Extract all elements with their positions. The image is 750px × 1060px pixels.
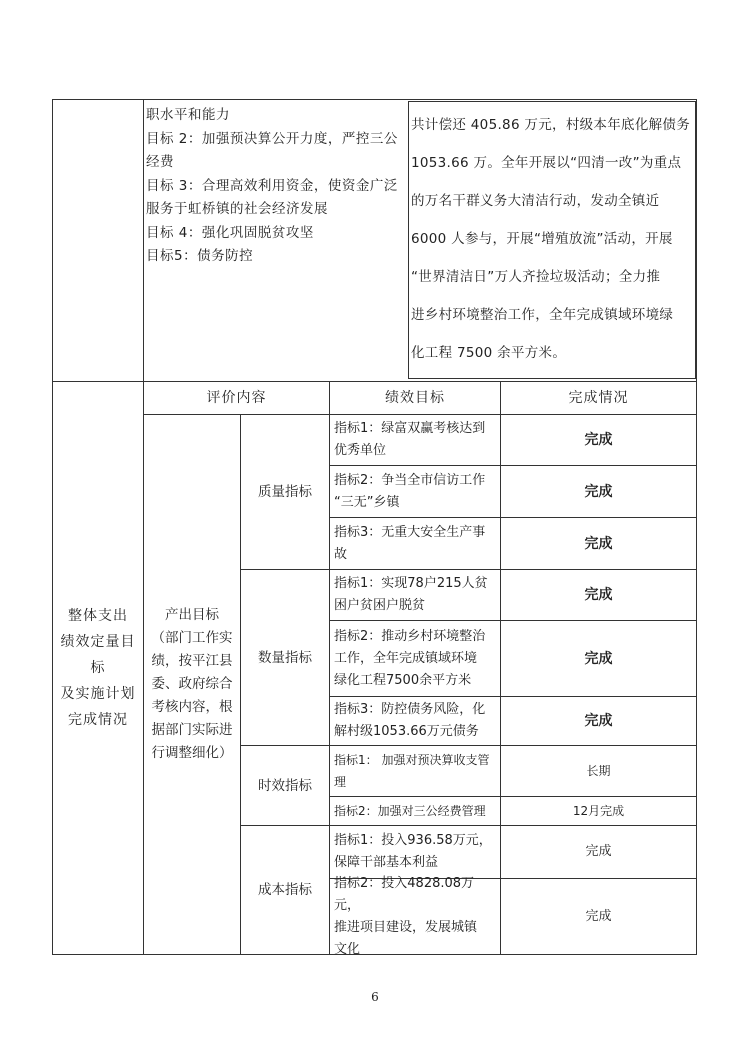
achievement-line: 6000 人参与，开展“增殖放流”活动，开展 <box>411 231 673 247</box>
row-status: 完成 <box>584 535 613 552</box>
achievement-line: 共计偿还 405.86 万元，村级本年底化解债务 <box>411 117 691 133</box>
table-row <box>330 518 500 569</box>
indicator-line: 指标3：无重大安全生产事 <box>334 524 486 540</box>
row-status: 12月完成 <box>572 804 625 818</box>
left-label-line: 完成情况 <box>68 712 128 728</box>
achievement-line: 1053.66 万。全年开展以“四清一改”为重点 <box>411 155 682 171</box>
indicator-line: 指标2：争当全市信访工作 <box>334 472 486 488</box>
table-row <box>330 826 500 878</box>
table-row <box>330 797 500 825</box>
achievement-line: 化工程 7500 余平方米。 <box>411 345 567 361</box>
row-status: 完成 <box>584 713 613 729</box>
achievement-line: 的万名干群义务大清洁行动，发动全镇近 <box>411 193 660 209</box>
table-row <box>330 466 500 517</box>
row-status: 长期 <box>586 764 611 778</box>
indicator-line: 指标1：投入936.58万元， <box>334 833 492 848</box>
achievement-line: 进乡村环境整治工作，全年完成镇域环境绿 <box>411 307 674 323</box>
goal-line: 目标 4：强化巩固脱贫攻坚 <box>146 224 314 241</box>
row-status: 完成 <box>584 587 613 603</box>
table-row <box>330 621 500 696</box>
output-label-line: 绩，按平江县 <box>151 653 233 669</box>
table-row <box>330 415 500 465</box>
indicator-line: 指标2：加强对三公经费管理 <box>334 804 486 818</box>
indicator-line: 工作，全年完成镇域环境 <box>334 650 478 666</box>
indicator-line: 解村级1053.66万元债务 <box>334 724 479 739</box>
output-label-line: 考核内容，根 <box>151 699 233 715</box>
row-status: 完成 <box>585 844 612 859</box>
indicator-line: 指标1：绿富双赢考核达到 <box>334 421 486 436</box>
category-cost: 成本指标 <box>258 882 312 898</box>
page-number: 6 <box>371 990 379 1004</box>
header-content: 评价内容 <box>206 390 267 406</box>
output-label-line: 据部门实际进 <box>151 722 233 738</box>
indicator-line: 保障干部基本利益 <box>334 855 439 870</box>
output-target-label <box>144 415 240 954</box>
output-label-line: 产出目标 <box>165 607 219 623</box>
achievement-line: “世界清洁日”万人齐捡垃圾活动；全力推 <box>411 269 661 285</box>
goal-line: 职水平和能力 <box>146 107 230 123</box>
table-row <box>330 570 500 620</box>
left-label-line: 及实施计划 <box>60 686 136 702</box>
goal-line: 服务于虹桥镇的社会经济发展 <box>146 201 328 217</box>
output-label-line: 行调整细化） <box>151 745 233 761</box>
left-row-label <box>53 382 143 954</box>
indicator-line: 优秀单位 <box>334 443 387 458</box>
indicator-line: 指标2：投入4828.08万元， <box>334 875 475 913</box>
indicator-line: 困户贫困户脱贫 <box>334 598 426 613</box>
goal-line: 目标5：债务防控 <box>146 248 254 264</box>
left-label-line: 整体支出 <box>68 608 128 624</box>
indicator-line: 指标2：推动乡村环境整治 <box>334 628 486 644</box>
indicator-line: 理 <box>334 775 347 789</box>
output-label-line: （部门工作实 <box>151 630 233 646</box>
row-status: 完成 <box>585 908 612 924</box>
goals-text <box>146 104 408 269</box>
indicator-line: 指标1：实现78户215人贫 <box>334 576 488 591</box>
indicator-line: 指标1： 加强对预决算收支管 <box>334 753 490 767</box>
achievement-text <box>411 106 697 372</box>
category-timeliness: 时效指标 <box>258 777 312 794</box>
indicator-line: 指标3：防控债务风险，化 <box>334 702 486 717</box>
row-status: 完成 <box>584 432 613 448</box>
indicator-line: 文化 <box>334 941 361 957</box>
goal-line: 目标 2：加强预决算公开力度，严控三公 <box>146 130 398 147</box>
indicator-line: “三无”乡镇 <box>334 494 400 510</box>
output-label-line: 委、政府综合 <box>151 676 233 692</box>
category-quality: 质量指标 <box>258 484 312 500</box>
category-quantity: 数量指标 <box>258 649 312 666</box>
indicator-line: 推进项目建设，发展城镇 <box>334 919 478 935</box>
row-status: 完成 <box>584 650 613 667</box>
header-target: 绩效目标 <box>385 390 445 406</box>
goal-line: 目标 3：合理高效利用资金，使资金广泛 <box>146 177 398 194</box>
indicator-line: 故 <box>334 546 348 562</box>
table-row <box>330 697 500 745</box>
table-row <box>330 746 500 796</box>
indicator-line: 绿化工程7500余平方米 <box>334 672 472 688</box>
left-label-line: 绩效定量目标 <box>60 634 136 676</box>
header-status: 完成情况 <box>568 390 629 406</box>
goal-line: 经费 <box>146 154 174 170</box>
row-status: 完成 <box>584 483 613 500</box>
table-row <box>330 875 500 957</box>
